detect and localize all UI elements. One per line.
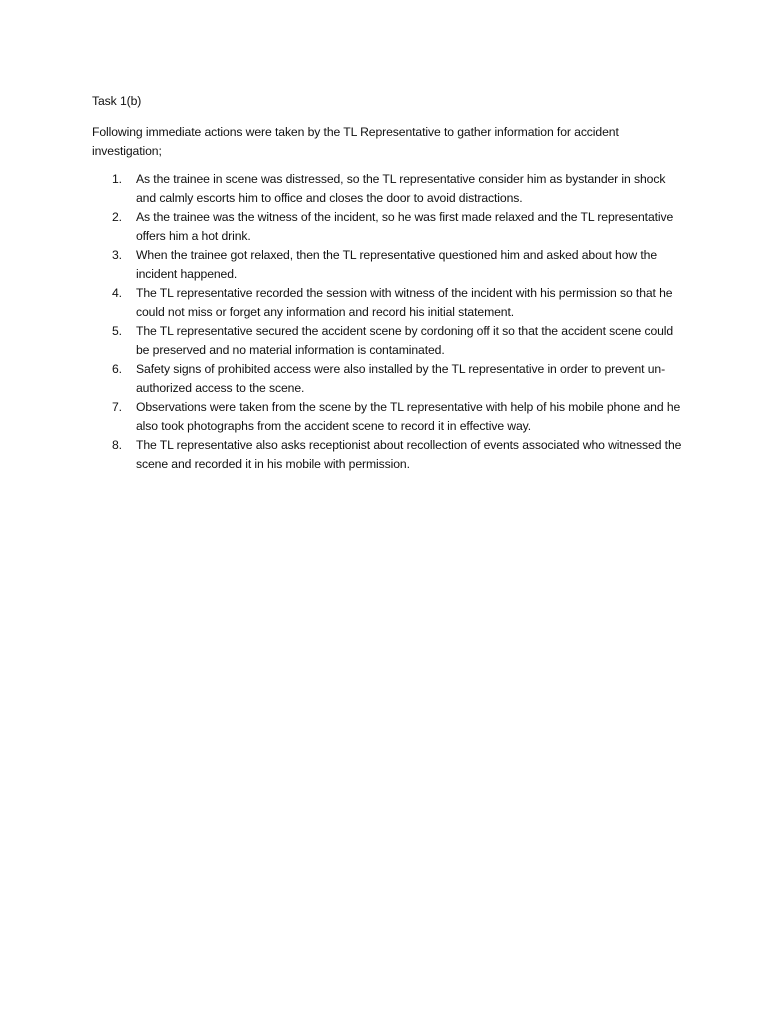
list-item-number: 1. — [112, 172, 122, 186]
document-body — [92, 92, 682, 474]
list-item — [92, 246, 682, 284]
list-item-number: 3. — [112, 248, 122, 262]
list-item-text: Safety signs of prohibited access were also installed by the TL representative in order to prevent un-authorized access to the scene. — [136, 362, 666, 395]
list-item-number: 4. — [112, 286, 122, 300]
list-item-number: 7. — [112, 400, 122, 414]
list-item-number: 5. — [112, 324, 122, 338]
list-item — [92, 208, 682, 246]
intro-paragraph: Following immediate actions were taken by the TL Representative to gather information for accident investigation; — [92, 125, 619, 158]
list-item-text: The TL representative recorded the session with witness of the incident with his permission so that he could not miss or forget any information and record his initial statement. — [136, 286, 673, 319]
task-heading: Task 1(b) — [92, 94, 142, 108]
list-item-number: 2. — [112, 210, 122, 224]
list-item — [92, 322, 682, 360]
list-item-number: 8. — [112, 438, 122, 452]
list-item — [92, 360, 682, 398]
list-item-text: The TL representative secured the accident scene by cordoning off it so that the accident scene could be preserved and no material information is contaminated. — [136, 324, 674, 357]
list-item — [92, 398, 682, 436]
list-item — [92, 436, 682, 474]
list-item-text: As the trainee was the witness of the incident, so he was first made relaxed and the TL representative offers him a hot drink. — [136, 210, 674, 243]
list-item-text: The TL representative also asks receptionist about recollection of events associated who witnessed the scene and recorded it in his mobile with permission. — [136, 438, 682, 471]
list-item-text: Observations were taken from the scene by the TL representative with help of his mobile phone and he also took photographs from the accident scene to record it in effective way. — [136, 400, 681, 433]
list-item — [92, 170, 682, 208]
actions-list — [92, 170, 682, 474]
list-item-number: 6. — [112, 362, 122, 376]
list-item-text: As the trainee in scene was distressed, so the TL representative consider him as bystander in shock and calmly escorts him to office and closes the door to avoid distractions. — [136, 172, 666, 205]
list-item-text: When the trainee got relaxed, then the TL representative questioned him and asked about how the incident happened. — [136, 248, 658, 281]
list-item — [92, 284, 682, 322]
